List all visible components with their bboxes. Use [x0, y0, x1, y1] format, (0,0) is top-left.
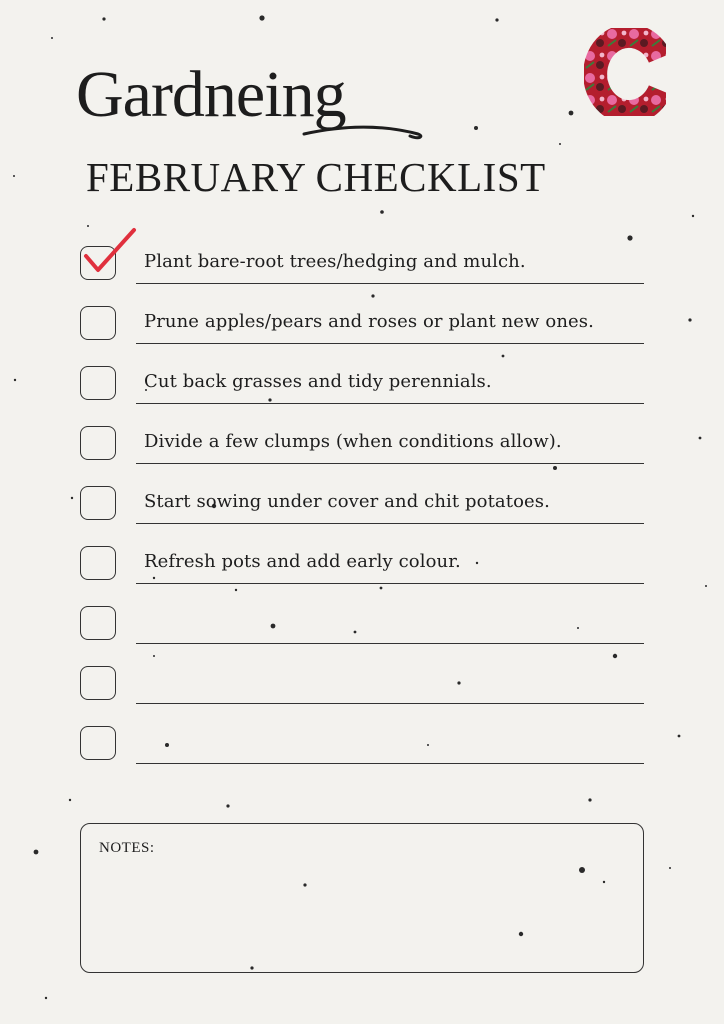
checklist-item-text: Plant bare-root trees/hedging and mulch. — [144, 251, 526, 272]
checkbox[interactable] — [80, 726, 116, 760]
writing-line[interactable] — [136, 283, 644, 284]
writing-line[interactable] — [136, 403, 644, 404]
writing-line[interactable] — [136, 643, 644, 644]
title-flourish — [300, 110, 430, 146]
notes-box[interactable] — [80, 823, 644, 973]
writing-line[interactable] — [136, 763, 644, 764]
writing-line[interactable] — [136, 703, 644, 704]
checkbox[interactable] — [80, 366, 116, 400]
checklist-item-text: Start sowing under cover and chit potatoes. — [144, 491, 550, 512]
checklist-item — [80, 486, 644, 526]
notes-label: NOTES: — [99, 840, 155, 856]
red-checkmark-icon — [82, 226, 138, 276]
checklist-item — [80, 546, 644, 586]
page-title: Gardneing — [76, 58, 346, 131]
checkbox[interactable] — [80, 306, 116, 340]
writing-line[interactable] — [136, 523, 644, 524]
checklist-item-text: Divide a few clumps (when conditions allow). — [144, 431, 562, 452]
checkbox[interactable] — [80, 606, 116, 640]
writing-line[interactable] — [136, 463, 644, 464]
checklist-item — [80, 726, 644, 766]
checklist-item — [80, 426, 644, 466]
checklist-item-text: Cut back grasses and tidy perennials. — [144, 371, 492, 392]
checkbox[interactable] — [80, 546, 116, 580]
checklist-item — [80, 246, 644, 286]
writing-line[interactable] — [136, 343, 644, 344]
checkbox[interactable] — [80, 426, 116, 460]
checklist-item-text: Refresh pots and add early colour. — [144, 551, 461, 572]
page-subtitle: FEBRUARY CHECKLIST — [86, 154, 546, 200]
checklist-item-text: Prune apples/pears and roses or plant new ones. — [144, 311, 594, 332]
checklist-item — [80, 366, 644, 406]
checkbox[interactable] — [80, 666, 116, 700]
floral-letter-logo — [584, 28, 666, 116]
writing-line[interactable] — [136, 583, 644, 584]
checklist-item — [80, 666, 644, 706]
checklist-item — [80, 306, 644, 346]
checklist-item — [80, 606, 644, 646]
checkbox[interactable] — [80, 486, 116, 520]
